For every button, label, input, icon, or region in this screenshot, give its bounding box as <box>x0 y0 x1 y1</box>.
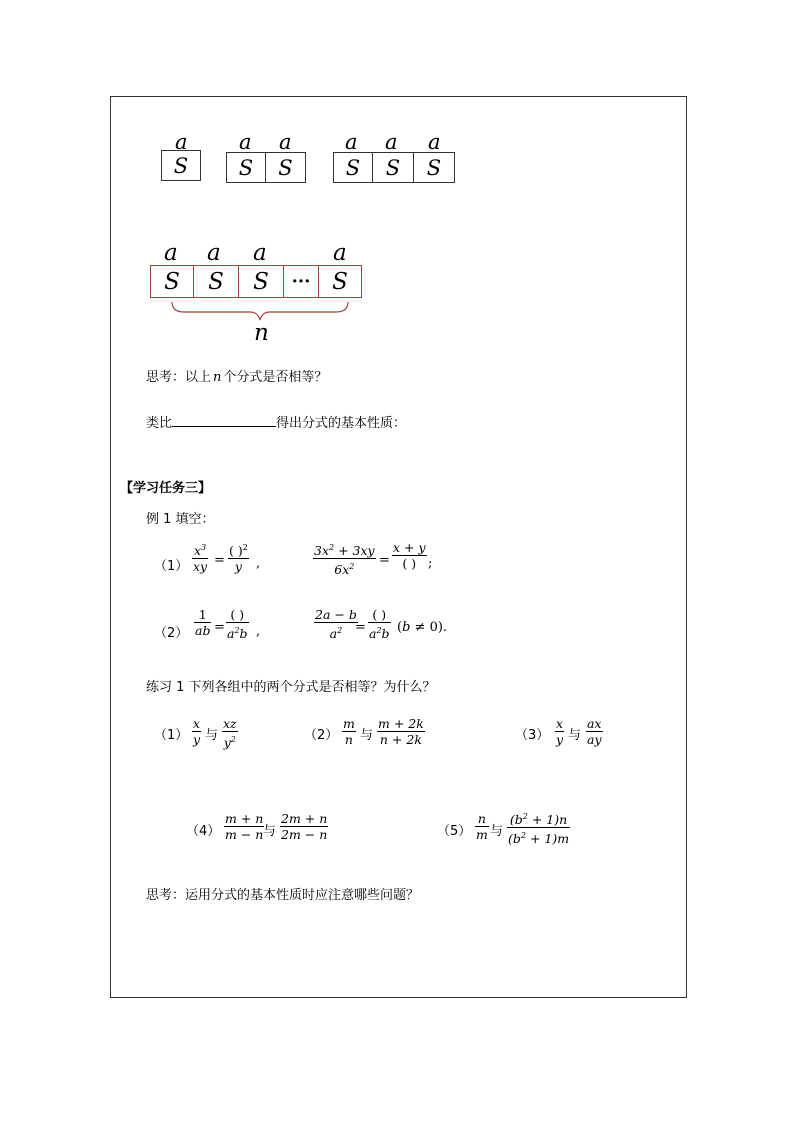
label-a: a <box>279 130 292 154</box>
cell-s: S <box>150 265 194 298</box>
label-a: a <box>164 240 178 266</box>
label-a: a <box>253 240 267 266</box>
example-1-heading: 例 1 填空： <box>146 512 215 527</box>
yu-text: 与 <box>360 728 374 743</box>
cell-s: S <box>318 265 362 298</box>
think1-post: 个分式是否相等？ <box>223 370 328 385</box>
analogy-post: 得出分式的基本性质： <box>276 416 407 431</box>
cell-s: S <box>226 152 266 183</box>
label-a: a <box>345 130 358 154</box>
exercise-label-2: （2） <box>304 728 339 743</box>
exercise-label-5: （5） <box>437 824 472 839</box>
yu-text: 与 <box>490 824 504 839</box>
cell-s: S <box>193 265 239 298</box>
exercise-label-4: （4） <box>186 824 221 839</box>
yu-text: 与 <box>263 824 277 839</box>
think-question-1 <box>146 366 327 385</box>
blank-underline[interactable] <box>172 414 276 427</box>
cell-s: S <box>161 150 201 181</box>
label-a: a <box>385 130 398 154</box>
brace-label-n: n <box>254 320 269 346</box>
label-a: a <box>175 130 188 154</box>
cell-s: S <box>333 152 373 183</box>
cell-ellipsis: ··· <box>283 265 319 298</box>
think-question-2: 思考：运用分式的基本性质时应注意哪些问题？ <box>146 888 420 903</box>
cell-s: S <box>238 265 284 298</box>
exercise-1-heading: 练习 1 下列各组中的两个分式是否相等？为什么？ <box>146 680 436 695</box>
label-a: a <box>207 240 221 266</box>
label-a: a <box>428 130 441 154</box>
example-label-2: （2） <box>154 626 189 641</box>
exercise-label-3: （3） <box>515 728 550 743</box>
analogy-pre: 类比 <box>146 416 173 431</box>
label-a: a <box>239 130 252 154</box>
section-heading-task3: 【学习任务三】 <box>120 481 212 496</box>
exercise-label-1: （1） <box>154 728 189 743</box>
example-label-1: （1） <box>154 559 189 574</box>
brace-icon <box>170 300 350 322</box>
think1-pre: 思考：以上 <box>146 370 212 385</box>
think1-n: n <box>213 370 222 385</box>
yu-text: 与 <box>568 728 582 743</box>
analogy-line <box>146 412 406 431</box>
label-a: a <box>333 240 347 266</box>
cell-s: S <box>372 152 414 183</box>
cell-s: S <box>265 152 306 183</box>
cell-s: S <box>413 152 455 183</box>
yu-text: 与 <box>205 728 219 743</box>
